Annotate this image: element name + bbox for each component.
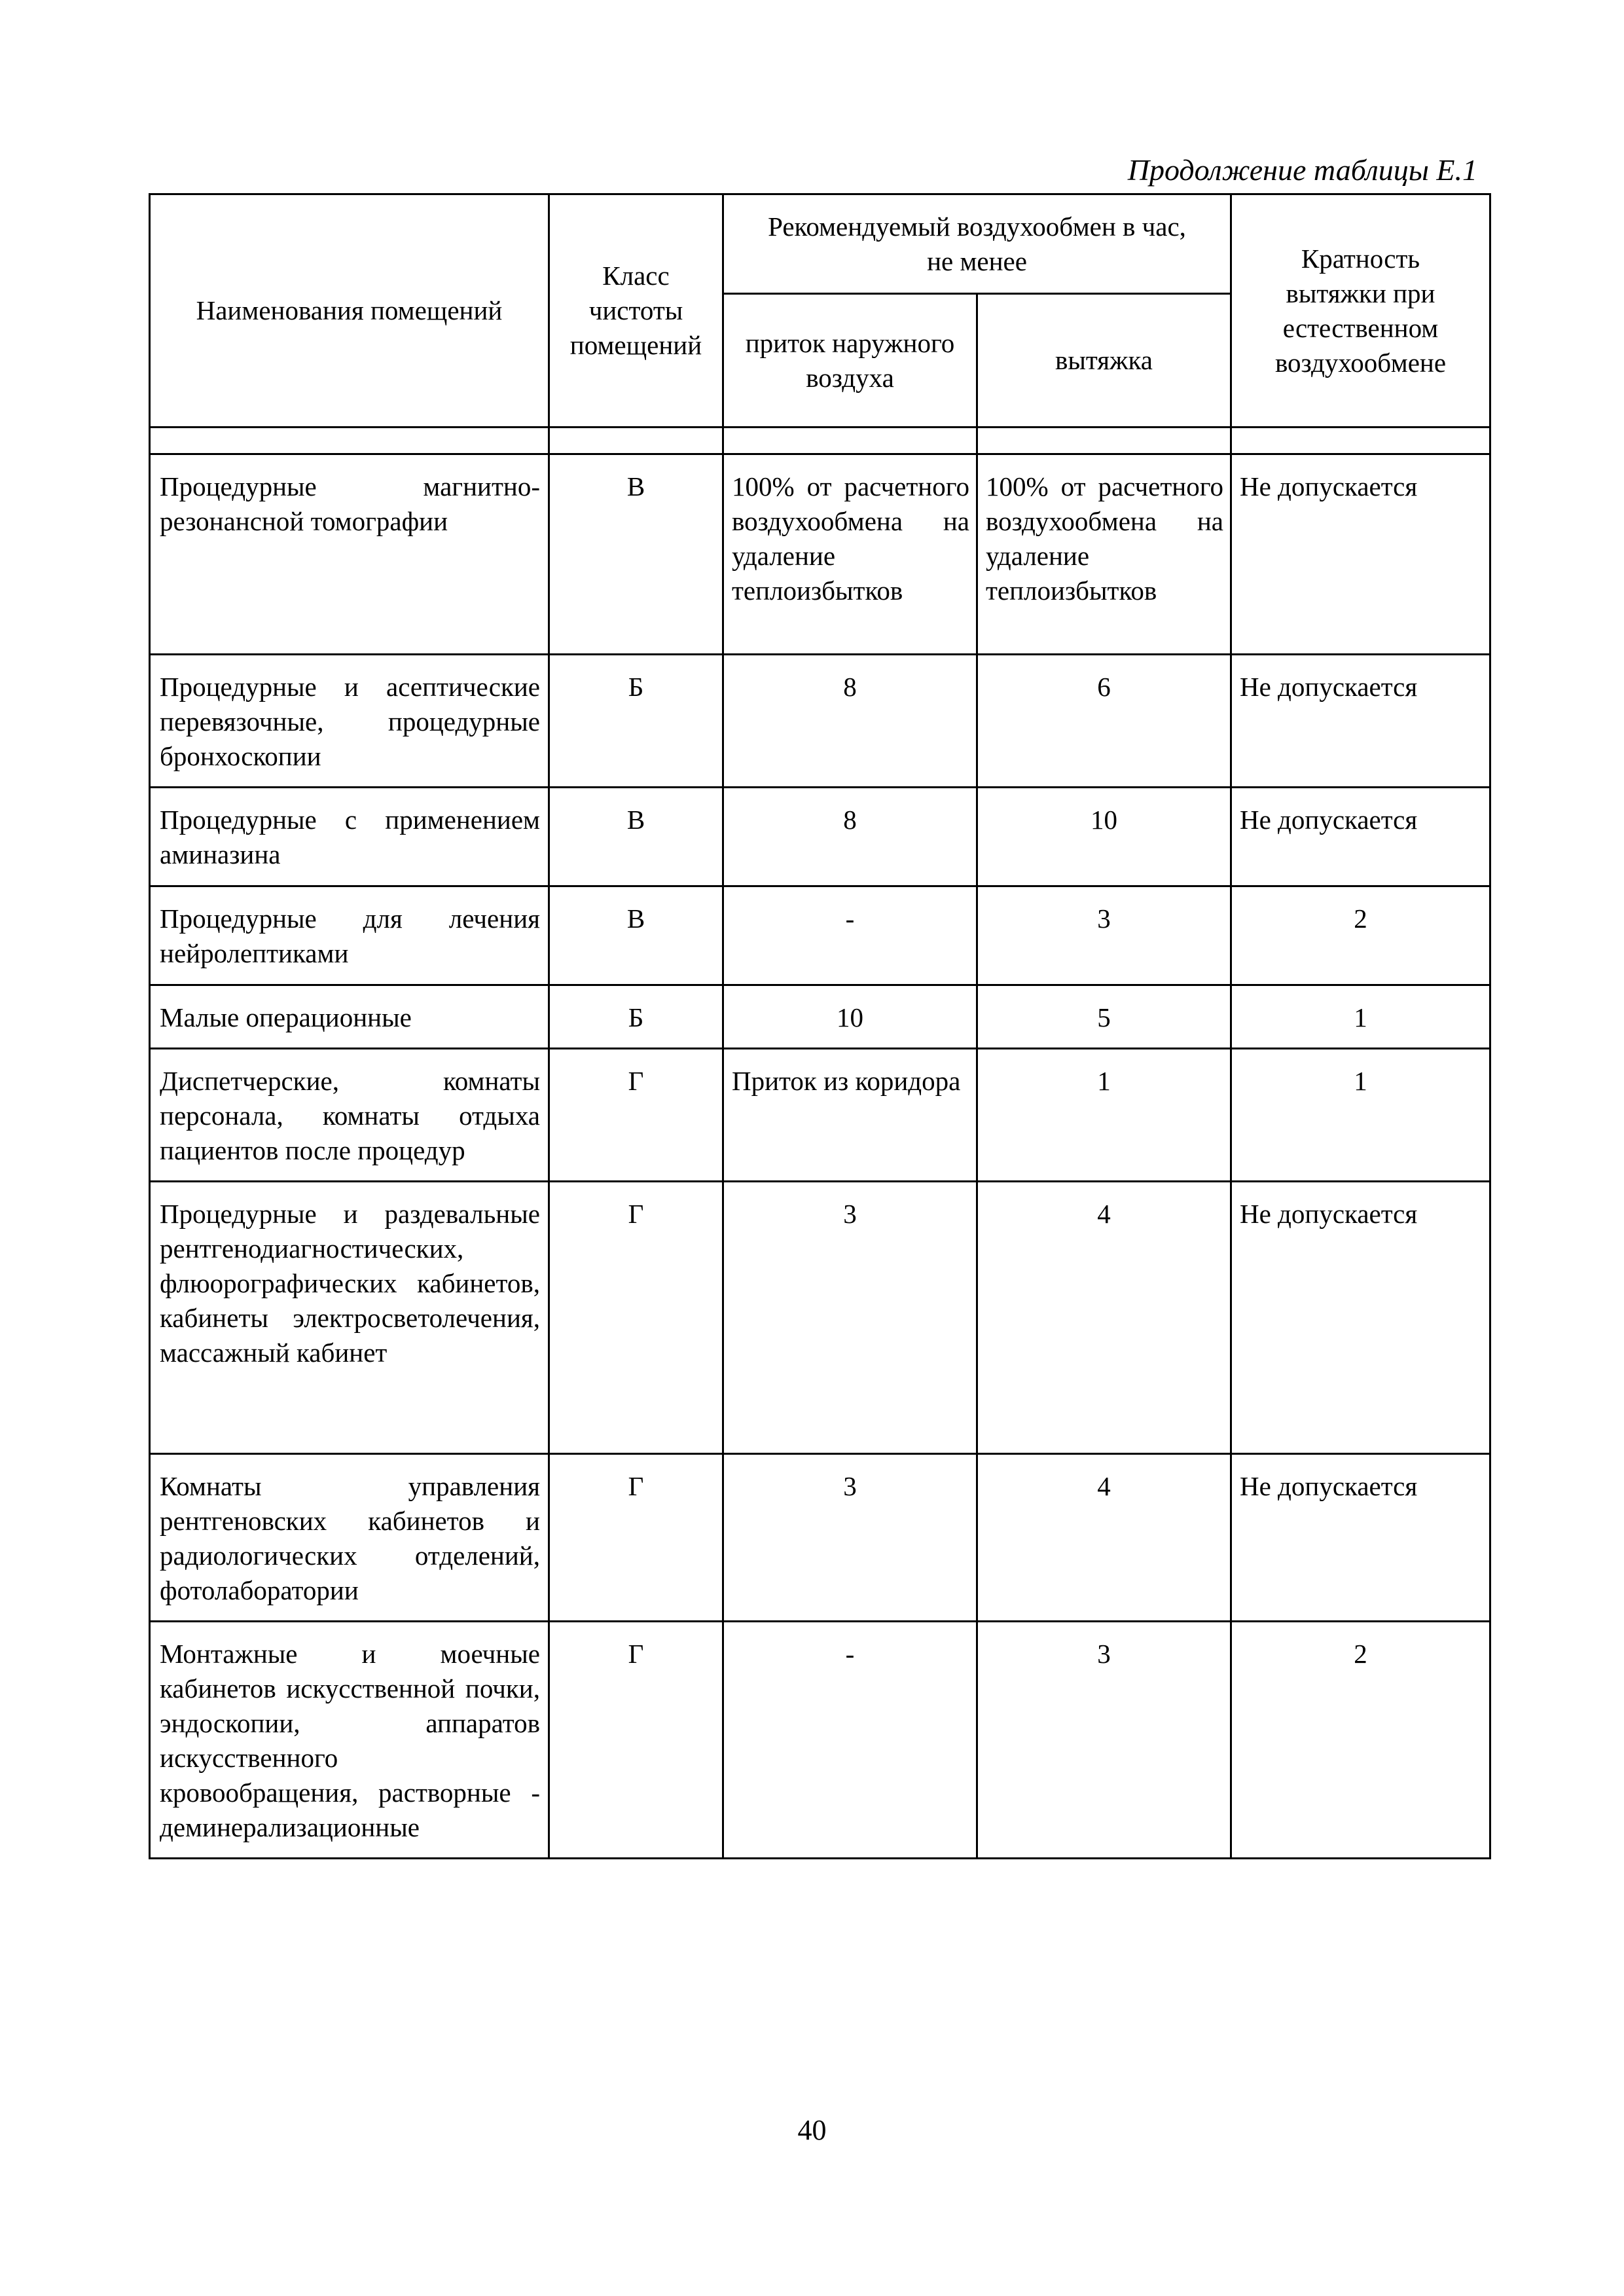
row-room-name: Комнаты управления рентгеновских кабинетов и радиологических отделений, фотолаборатории [150,1454,549,1622]
row-natural: 1 [1231,985,1490,1049]
row-exhaust: 4 [977,1182,1231,1454]
row-room-name: Процедурные и раздевальные рентгенодиагностических, флюорографических кабинетов, кабинеты электросветолечения, массажный кабинет [150,1182,549,1454]
header-cleanliness-class: Класс чистоты помещений [549,194,723,428]
row-supply: 8 [723,788,977,886]
row-class: Г [549,1182,723,1454]
row-room-name: Монтажные и моечные кабинетов искусственной почки, эндоскопии, аппаратов искусственного кровообращения, растворные - деминерализационные [150,1622,549,1859]
row-supply: - [723,1622,977,1859]
row-exhaust: 5 [977,985,1231,1049]
row-natural: Не допускается [1231,1454,1490,1622]
row-natural: 1 [1231,1049,1490,1182]
row-class: Г [549,1049,723,1182]
table-caption: Продолжение таблицы Е.1 [1127,153,1477,187]
row-exhaust: 1 [977,1049,1231,1182]
table-row [150,655,1490,788]
row-class: В [549,886,723,985]
header-recommended-air-exchange: Рекомендуемый воздухообмен в час, не менее [723,194,1231,294]
row-natural: Не допускается [1231,788,1490,886]
row-exhaust: 4 [977,1454,1231,1622]
ventilation-table [149,193,1491,1859]
spacer-row [150,428,1490,454]
table-row [150,1622,1490,1859]
row-exhaust: 3 [977,886,1231,985]
row-room-name: Малые операционные [150,985,549,1049]
row-supply: 10 [723,985,977,1049]
row-class: Г [549,1454,723,1622]
row-natural: Не допускается [1231,454,1490,655]
table-row [150,985,1490,1049]
row-room-name: Диспетчерские, комнаты персонала, комнаты отдыха пациентов после процедур [150,1049,549,1182]
row-supply: 3 [723,1454,977,1622]
row-class: Г [549,1622,723,1859]
row-exhaust: 10 [977,788,1231,886]
row-supply: 8 [723,655,977,788]
row-supply: Приток из коридора [723,1049,977,1182]
row-class: В [549,788,723,886]
table-row [150,788,1490,886]
row-supply: 100% от расчетного воздухообмена на удаление теплоизбытков [723,454,977,655]
table-row [150,454,1490,655]
row-supply: 3 [723,1182,977,1454]
row-natural: Не допускается [1231,1182,1490,1454]
row-class: Б [549,655,723,788]
table-row [150,1182,1490,1454]
row-exhaust: 3 [977,1622,1231,1859]
row-room-name: Процедурные и асептические перевязочные, процедурные бронхоскопии [150,655,549,788]
page-number: 40 [797,2114,827,2146]
header-exhaust: вытяжка [977,294,1231,428]
row-class: Б [549,985,723,1049]
header-supply: приток наружного воздуха [723,294,977,428]
row-natural: 2 [1231,1622,1490,1859]
header-room-name: Наименования помещений [150,194,549,428]
row-natural: 2 [1231,886,1490,985]
table-row [150,1049,1490,1182]
row-exhaust: 6 [977,655,1231,788]
table-row [150,1454,1490,1622]
row-room-name: Процедурные с применением аминазина [150,788,549,886]
row-natural: Не допускается [1231,655,1490,788]
table-row [150,886,1490,985]
row-class: В [549,454,723,655]
row-room-name: Процедурные для лечения нейролептиками [150,886,549,985]
row-supply: - [723,886,977,985]
header-natural-exhaust: Кратность вытяжки при естественном воздухообмене [1231,194,1490,428]
row-room-name: Процедурные магнитно-резонансной томографии [150,454,549,655]
row-exhaust: 100% от расчетного воздухообмена на удаление теплоизбытков [977,454,1231,655]
